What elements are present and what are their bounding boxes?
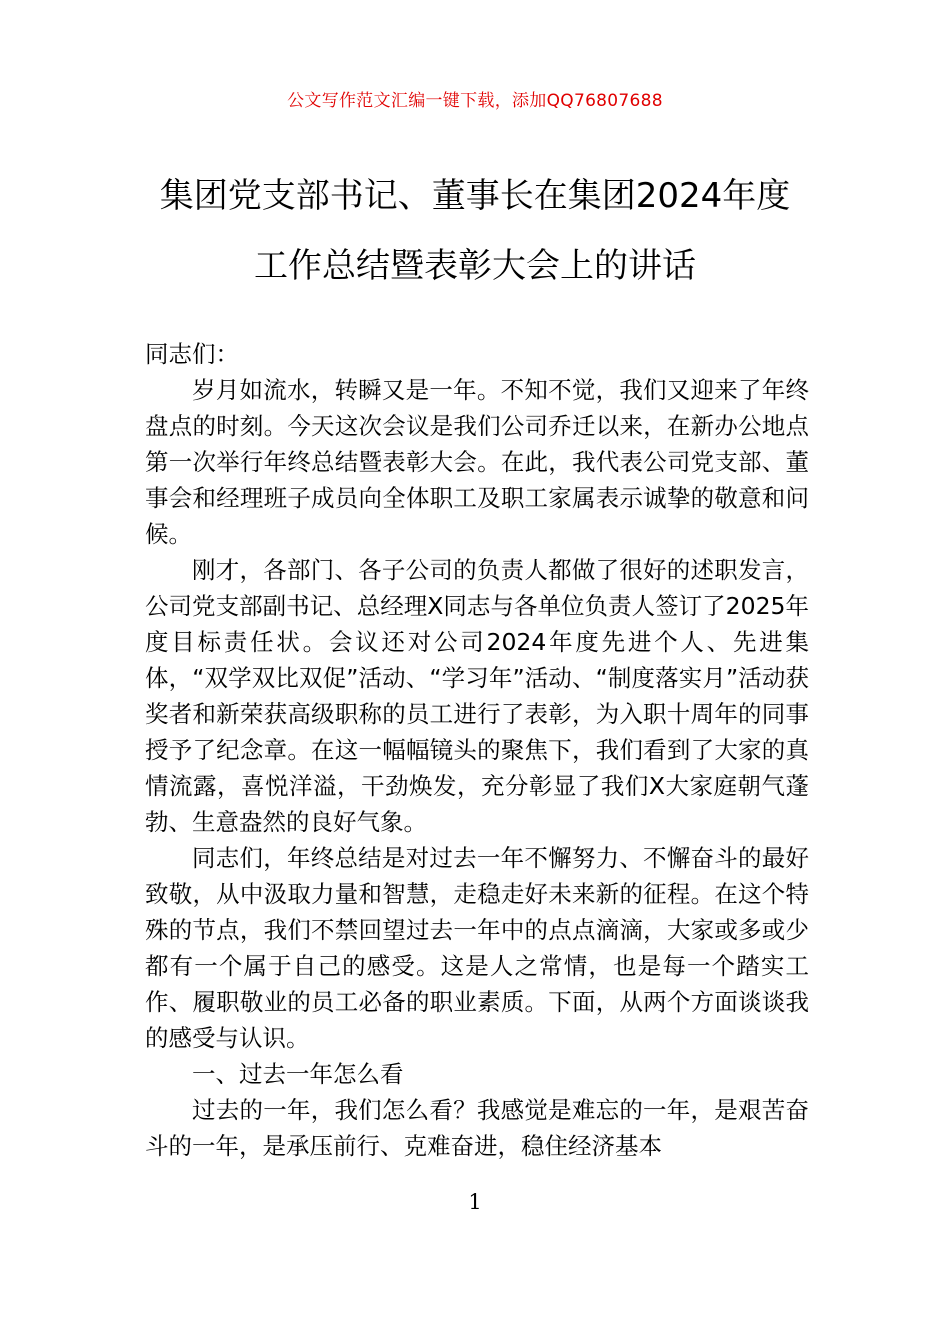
paragraph-4: 过去的一年，我们怎么看？我感觉是难忘的一年，是艰苦奋斗的一年，是承压前行、克难奋进，稳住经济基本 [145, 1096, 809, 1160]
document-title-line-2: 工作总结暨表彰大会上的讲话 [254, 246, 696, 286]
salutation: 同志们： [145, 340, 239, 368]
paragraph-2: 刚才，各部门、各子公司的负责人都做了很好的述职发言，公司党支部副书记、总经理X同志与各单位负责人签订了2025年度目标责任状。会议还对公司2024年度先进个人、先进集体，“双学双比双促”活动、“学习年”活动、“制度落实月”活动获奖者和新荣获高级职称的员工进行了表彰，为入职十周年的同事授予了纪念章。在这一幅幅镜头的聚焦下，我们看到了大家的真情流露，喜悦洋溢，干劲焕发，充分彰显了我们X大家庭朝气蓬勃、生意盎然的良好气象。 [145, 556, 809, 836]
document-title-line-1: 集团党支部书记、董事长在集团2024年度 [159, 176, 791, 216]
download-notice: 公文写作范文汇编一键下载，添加QQ76807688 [287, 91, 663, 111]
page-number: 1 [468, 1190, 482, 1214]
section-heading: 一、过去一年怎么看 [192, 1060, 404, 1088]
paragraph-3: 同志们，年终总结是对过去一年不懈努力、不懈奋斗的最好致敬，从中汲取力量和智慧，走稳走好未来新的征程。在这个特殊的节点，我们不禁回望过去一年中的点点滴滴，大家或多或少都有一个属于自己的感受。这是人之常情，也是每一个踏实工作、履职敬业的员工必备的职业素质。下面，从两个方面谈谈我的感受与认识。 [145, 844, 809, 1052]
paragraph-1: 岁月如流水，转瞬又是一年。不知不觉，我们又迎来了年终盘点的时刻。今天这次会议是我们公司乔迁以来，在新办公地点第一次举行年终总结暨表彰大会。在此，我代表公司党支部、董事会和经理班子成员向全体职工及职工家属表示诚挚的敬意和问候。 [145, 376, 809, 548]
document-body [145, 336, 809, 1164]
